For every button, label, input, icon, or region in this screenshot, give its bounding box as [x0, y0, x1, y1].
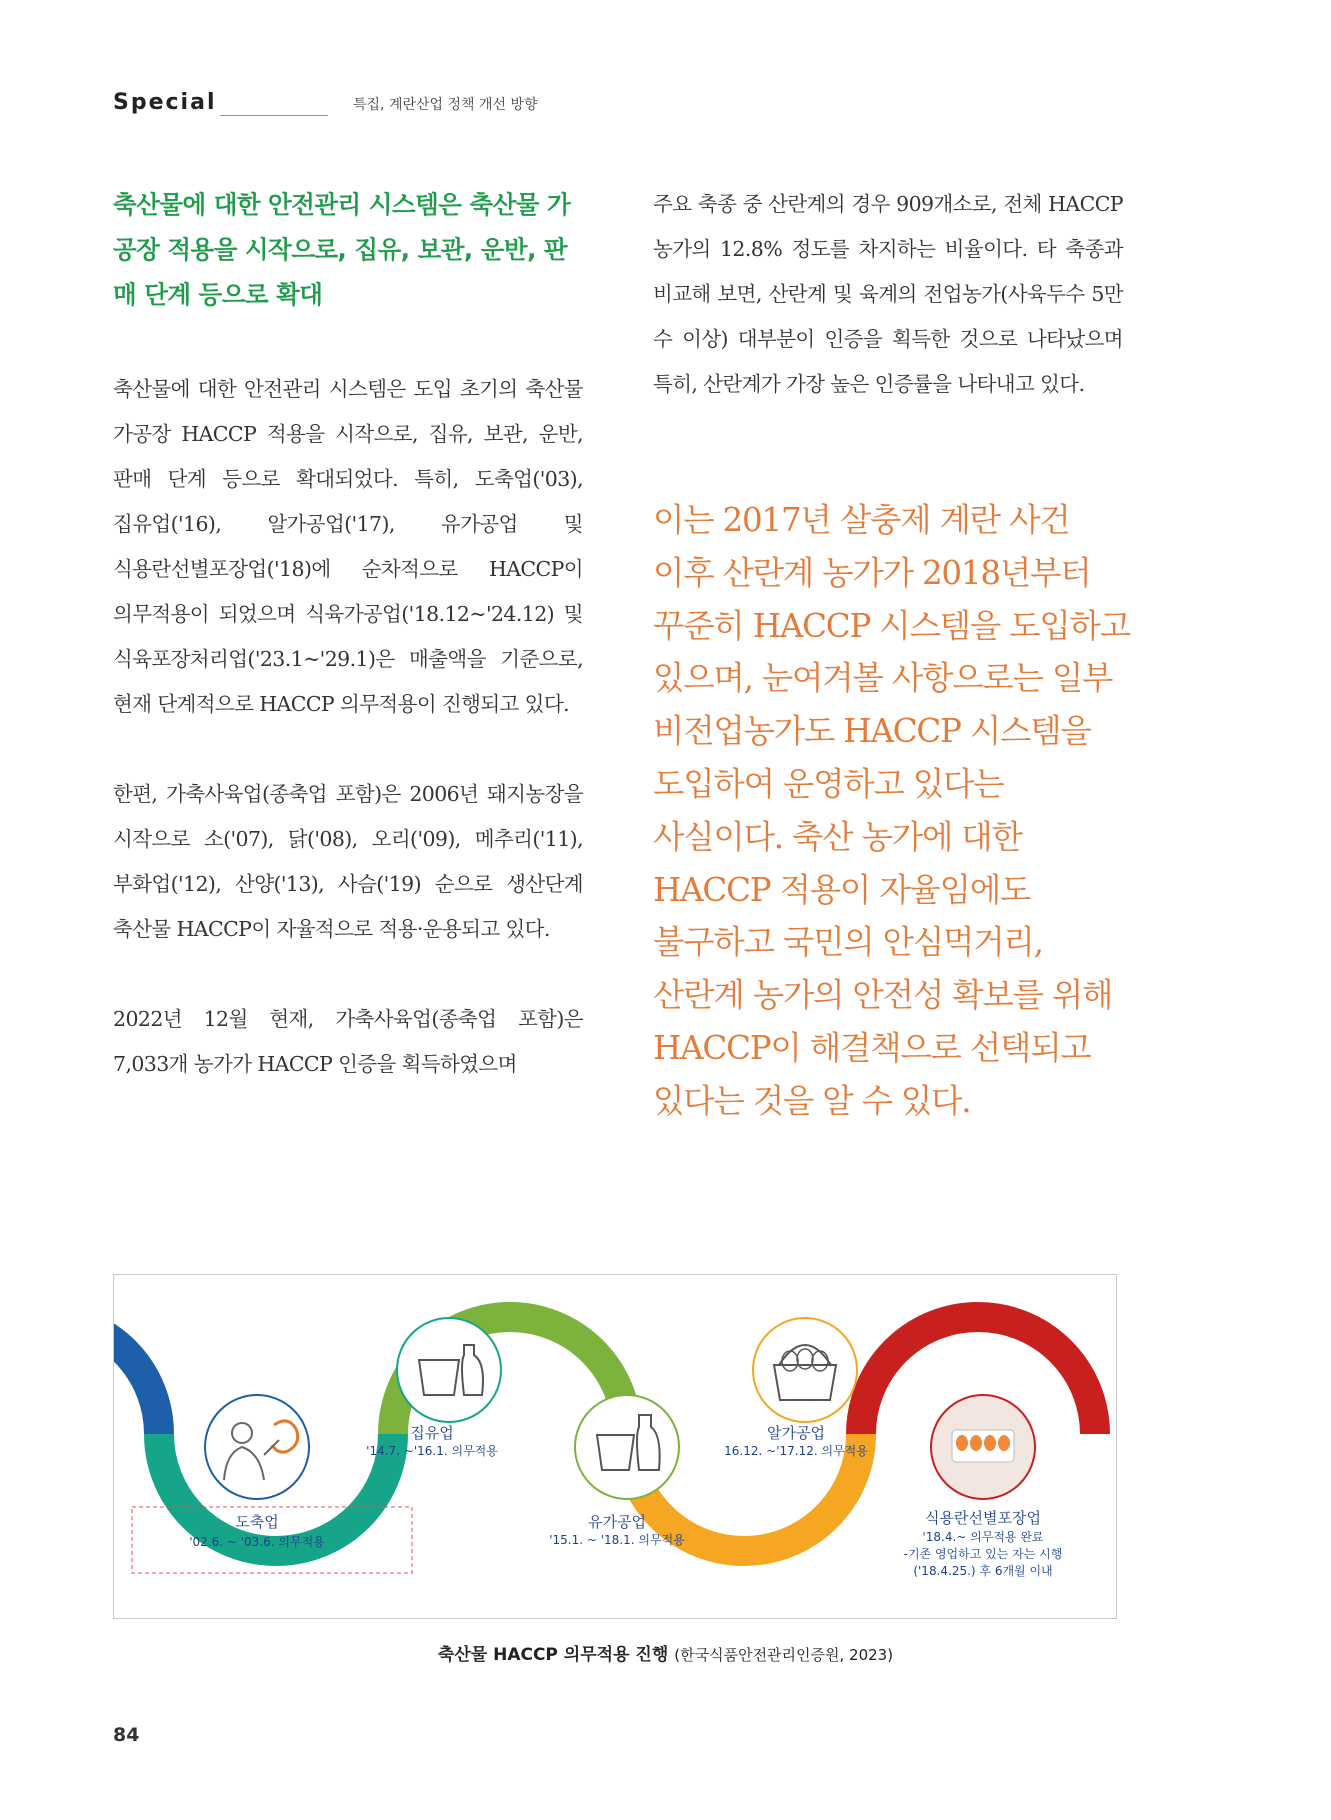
stage-name: 알가공업 — [767, 1424, 825, 1442]
stage-period: '18.4.~ 의무적용 완료 — [922, 1530, 1044, 1544]
stage-period: '02.6. ~ '03.6. 의무적용 — [189, 1535, 325, 1549]
body-paragraph: 한편, 가축사육업(종축업 포함)은 2006년 돼지농장을 시작으로 소('07), 닭('08), 오리('09), 메추리('11), 부화업('12), 산양('13), 사슴('19) 순으로 생산단계 축산물 HACCP이 자율적으로 적용·운용되고 있다. — [113, 782, 583, 941]
egg-basket-icon — [753, 1318, 857, 1422]
stage-period: '14.7. ~'16.1. 의무적용 — [366, 1444, 498, 1458]
stage-name: 집유업 — [410, 1424, 454, 1442]
header-subtitle: 특집, 계란산업 정책 개선 방향 — [353, 97, 538, 113]
section-label: Special — [113, 90, 217, 115]
stage-note: -기존 영업하고 있는 자는 시행 — [903, 1547, 1063, 1561]
stage-name: 유가공업 — [588, 1513, 646, 1531]
body-paragraph: 2022년 12월 현재, 가축사육업(종축업 포함)은 7,033개 농가가 HACCP 인증을 획득하였으며 — [113, 1007, 583, 1076]
stage-period: '15.1. ~ '18.1. 의무적용 — [549, 1533, 685, 1547]
slaughter-worker-icon — [205, 1395, 309, 1499]
figure-caption — [0, 1640, 1331, 1665]
caption-title: 축산물 HACCP 의무적용 진행 — [437, 1645, 669, 1665]
milk-collection-icon — [397, 1318, 501, 1422]
stage-note: ('18.4.25.) 후 6개월 이내 — [913, 1564, 1053, 1578]
header-rule — [220, 115, 328, 116]
pull-quote: 이는 2017년 살충제 계란 사건 이후 산란계 농가가 2018년부터 꾸준히 HACCP 시스템을 도입하고 있으며, 눈여겨볼 사항으로는 일부 비전업농가도 HACCP 시스템을 도입하여 운영하고 있다는 사실이다. 축산 농가에 대한 HACCP 적용이 자율임에도 불구하고 국민의 안심먹거리, 산란계 농가의 안전성 확보를 위해 HACCP이 해결책으로 선택되고 있다는 것을 알 수 있다. — [653, 501, 1130, 1120]
timeline-graphic — [114, 1275, 1117, 1619]
caption-source: (한국식품안전관리인증원, 2023) — [674, 1646, 894, 1664]
stage-name: 도축업 — [235, 1513, 279, 1531]
left-column — [113, 182, 583, 1087]
egg-carton-icon — [931, 1395, 1035, 1499]
stage-period: 16.12. ~'17.12. 의무적용 — [724, 1444, 868, 1458]
stage-name: 식용란선별포장업 — [925, 1509, 1041, 1527]
page-header — [113, 90, 1113, 124]
wave-segment-blue — [114, 1317, 159, 1434]
page-number: 84 — [113, 1724, 140, 1746]
section-headline: 축산물에 대한 안전관리 시스템은 축산물 가공장 적용을 시작으로, 집유, 보관, 운반, 판매 단계 등으로 확대 — [113, 190, 571, 309]
body-paragraph: 주요 축종 중 산란계의 경우 909개소로, 전체 HACCP 농가의 12.8% 정도를 차지하는 비율이다. 타 축종과 비교해 보면, 산란계 및 육계의 전업농가(사육두수 5만 수 이상) 대부분이 인증을 획득한 것으로 나타났으며 특히, 산란계가 가장 높은 인증률을 나타내고 있다. — [653, 192, 1123, 396]
right-column — [653, 182, 1123, 452]
dairy-processing-icon — [575, 1395, 679, 1499]
body-paragraph: 축산물에 대한 안전관리 시스템은 도입 초기의 축산물 가공장 HACCP 적용을 시작으로, 집유, 보관, 운반, 판매 단계 등으로 확대되었다. 특히, 도축업('03), 집유업('16), 알가공업('17), 유가공업 및 식용란선별포장업('18)에 순차적으로 HACCP이 의무적용이 되었으며 식육가공업('18.12~'24.12) 및 식육포장처리업('23.1~'29.1)은 매출액을 기준으로, 현재 단계적으로 HACCP 의무적용이 진행되고 있다. — [113, 377, 583, 716]
haccp-timeline-figure — [113, 1274, 1117, 1619]
